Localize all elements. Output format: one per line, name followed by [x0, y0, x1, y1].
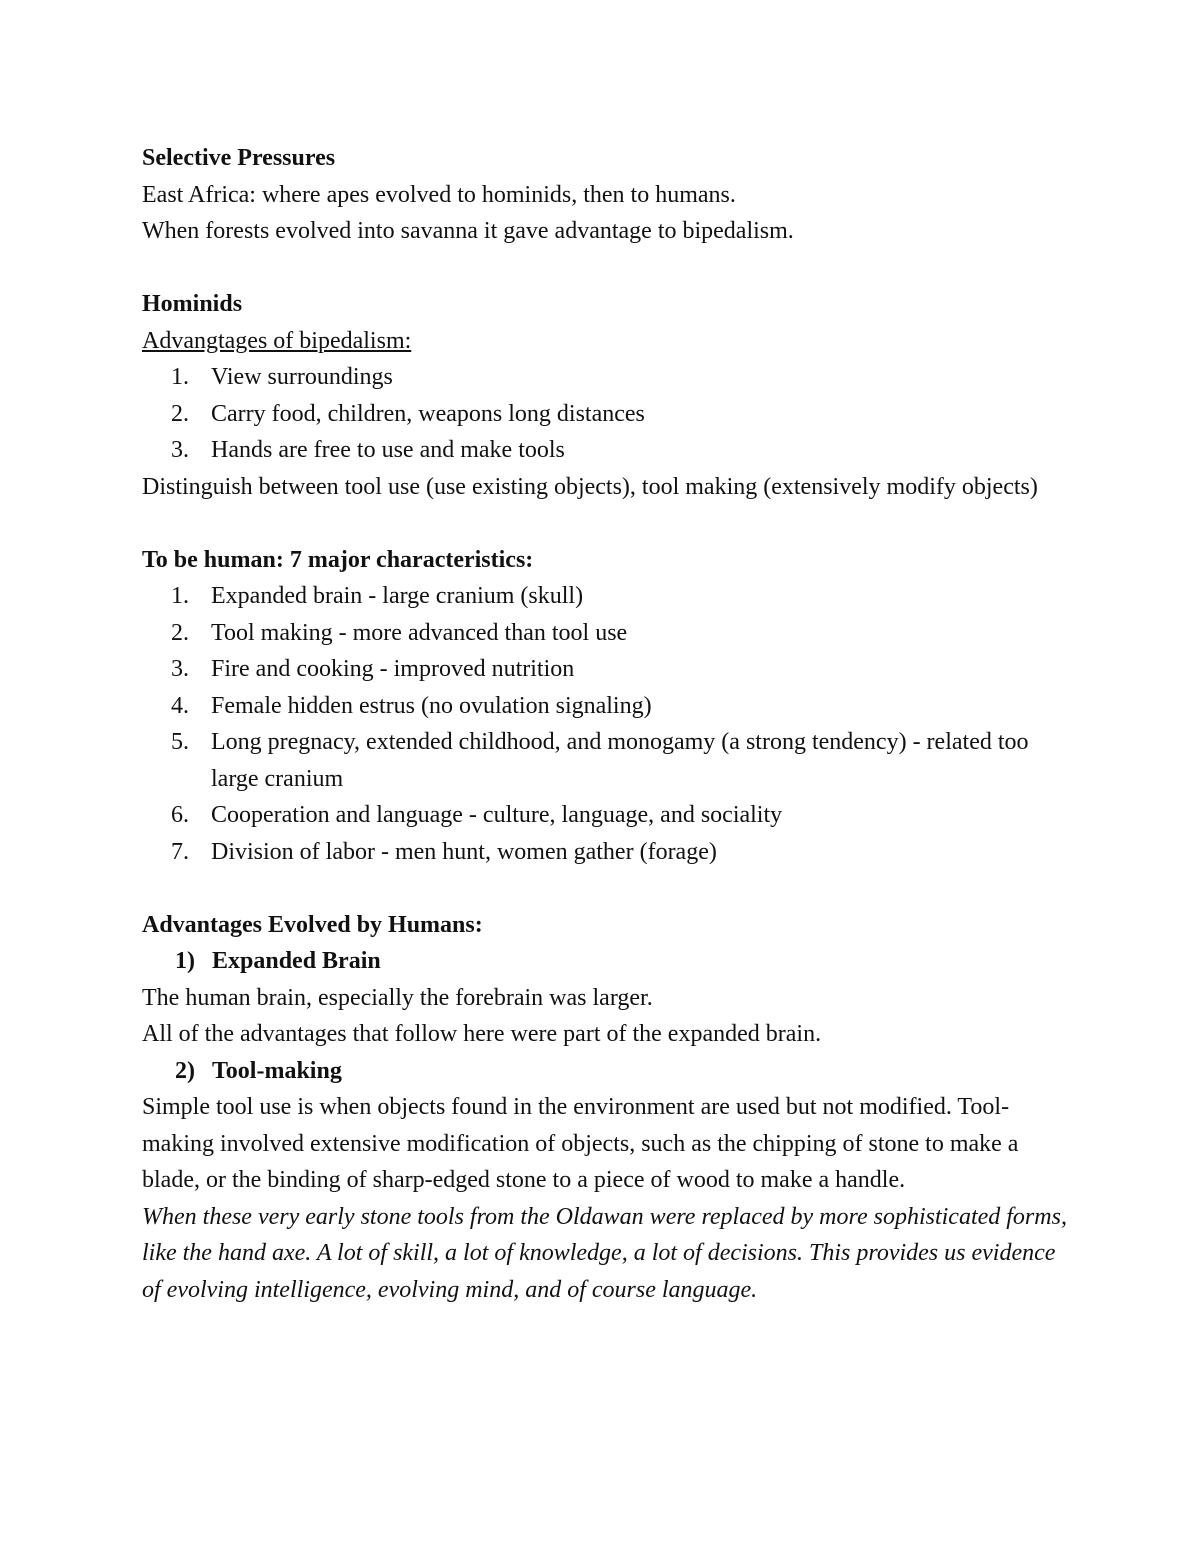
- section-heading-human-characteristics: To be human: 7 major characteristics:: [142, 546, 534, 573]
- list-number: 4.: [171, 692, 189, 719]
- paragraph-line: The human brain, especially the forebrain was larger.: [142, 984, 653, 1011]
- list-number: 7.: [171, 838, 189, 865]
- list-item: [142, 359, 1072, 396]
- list-number: 2.: [171, 619, 189, 646]
- section-heading-selective-pressures: Selective Pressures: [142, 145, 336, 171]
- human-characteristics-list: [142, 578, 1072, 870]
- list-item-text: Division of labor - men hunt, women gather (forage): [211, 838, 717, 865]
- subheading-title: Expanded Brain: [212, 948, 381, 974]
- list-item-text: View surroundings: [211, 364, 393, 390]
- subheading-expanded-brain: [142, 943, 1072, 980]
- list-item-text: Cooperation and language - culture, language, and sociality: [211, 802, 783, 828]
- section-heading-hominids: Hominids: [142, 291, 243, 317]
- list-item-text: Carry food, children, weapons long distances: [211, 400, 645, 427]
- list-item-text: Long pregnacy, extended childhood, and monogamy (a strong tendency) - related too large cranium: [211, 729, 1029, 792]
- subheading-number: 2): [175, 1057, 195, 1084]
- list-number: 5.: [171, 729, 189, 755]
- list-number: 2.: [171, 400, 189, 427]
- list-item: [142, 834, 1072, 871]
- paragraph-line: East Africa: where apes evolved to hominids, then to humans.: [142, 181, 736, 208]
- list-item: [142, 688, 1072, 725]
- list-number: 1.: [171, 583, 189, 609]
- document-page: [142, 140, 1072, 1308]
- paragraph-line: All of the advantages that follow here were part of the expanded brain.: [142, 1021, 822, 1047]
- subheading-tool-making: [142, 1053, 1072, 1090]
- list-item: [142, 724, 1072, 797]
- list-item-text: Tool making - more advanced than tool use: [211, 619, 628, 646]
- list-number: 1.: [171, 364, 189, 390]
- paragraph: Simple tool use is when objects found in the environment are used but not modified. Tool-making involved extensive modification of objects, such as the chipping of stone to make a blade, or the binding of sharp-edged stone to a piece of wood to make a handle.: [142, 1094, 1019, 1193]
- list-item: [142, 578, 1072, 615]
- list-item-text: Expanded brain - large cranium (skull): [211, 583, 584, 609]
- spacer: [142, 505, 1072, 542]
- list-number: 3.: [171, 656, 189, 682]
- subheading-bipedalism-advantages: Advangtages of bipedalism:: [142, 327, 412, 354]
- list-item-text: Hands are free to use and make tools: [211, 437, 565, 463]
- list-item: [142, 615, 1072, 652]
- paragraph: Distinguish between tool use (use existing objects), tool making (extensively modify objects): [142, 473, 1038, 500]
- italic-quote: When these very early stone tools from the Oldawan were replaced by more sophisticated forms, like the hand axe. A lot of skill, a lot of knowledge, a lot of decisions. This provides us evidence of evolving intelligence, evolving mind, and of course language.: [142, 1203, 1067, 1303]
- list-number: 3.: [171, 437, 189, 463]
- list-item: [142, 651, 1072, 688]
- paragraph-line: When forests evolved into savanna it gave advantage to bipedalism.: [142, 218, 794, 244]
- list-item: [142, 797, 1072, 834]
- bipedalism-advantages-list: [142, 359, 1072, 469]
- list-number: 6.: [171, 802, 189, 828]
- subheading-number: 1): [175, 948, 195, 974]
- list-item-text: Fire and cooking - improved nutrition: [211, 656, 575, 682]
- list-item: [142, 432, 1072, 469]
- spacer: [142, 870, 1072, 907]
- spacer: [142, 250, 1072, 287]
- section-heading-advantages-evolved: Advantages Evolved by Humans:: [142, 911, 483, 938]
- subheading-title: Tool-making: [212, 1057, 342, 1084]
- list-item: [142, 396, 1072, 433]
- list-item-text: Female hidden estrus (no ovulation signaling): [211, 692, 652, 719]
